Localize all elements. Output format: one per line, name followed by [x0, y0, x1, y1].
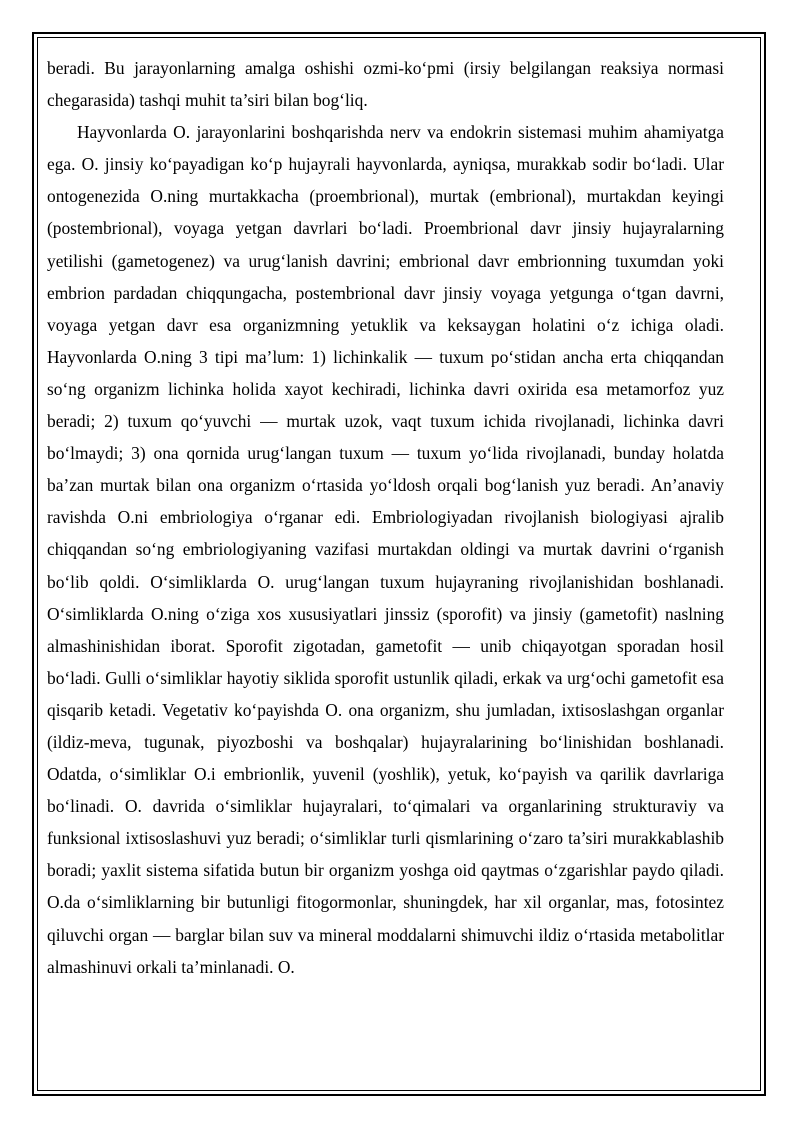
- document-body: [47, 52, 724, 983]
- paragraph-main: Hayvonlarda O. jarayonlarini boshqarishda nerv va endokrin sistemasi muhim ahamiyatga ega. O. jinsiy ko‘payadigan ko‘p hujayrali hayvonlarda, ayniqsa, murakkab sodir bo‘ladi. Ular ontogenezida O.ning murtakkacha (proembrional), murtak (embrional), murtakdan keyingi (postembrional), voyaga yetgan davrlari bo‘ladi. Proembrional davr jinsiy hujayralarning yetilishi (gametogenez) va urug‘lanish davrini; embrional davr embrionning tuxumdan yoki embrion pardadan chiqqungacha, postembrional davr jinsiy voyaga yetgunga o‘tgan davrni, voyaga yetgan davr esa organizmning yetuklik va keksaygan holatini o‘z ichiga oladi. Hayvonlarda O.ning 3 tipi ma’lum: 1) lichinkalik — tuxum po‘stidan ancha erta chiqqandan so‘ng organizm lichinka holida xayot kechiradi, lichinka davri oxirida esa metamorfoz yuz beradi; 2) tuxum qo‘yuvchi — murtak uzok, vaqt tuxum ichida rivojlanadi, lichinka davri bo‘lmaydi; 3) ona qornida urug‘langan tuxum — tuxum yo‘lida rivojlanadi, bunday holatda ba’zan murtak bilan ona organizm o‘rtasida yo‘ldosh orqali bog‘lanish yuz beradi. An’anaviy ravishda O.ni embriologiya o‘rganar edi. Embriologiyadan rivojlanish biologiyasi ajralib chiqqandan so‘ng embriologiyaning vazifasi murtakdan oldingi va murtak davrini o‘rganish bo‘lib qoldi. O‘simliklarda O. urug‘langan tuxum hujayraning rivojlanishidan boshlanadi. O‘simliklarda O.ning o‘ziga xos xususiyatlari jinssiz (sporofit) va jinsiy (gametofit) naslning almashinishidan iborat. Sporofit zigotadan, gametofit — unib chiqayotgan sporadan hosil bo‘ladi. Gulli o‘simliklar hayotiy siklida sporofit ustunlik qiladi, erkak va urg‘ochi gametofit esa qisqarib ketadi. Vegetativ ko‘payishda O. ona organizm, shu jumladan, ixtisoslashgan organlar (ildiz-meva, tugunak, piyozboshi va boshqalar) hujayralarining bo‘linishidan boshlanadi. Odatda, o‘simliklar O.i embrionlik, yuvenil (yoshlik), yetuk, ko‘payish va qarilik davrlariga bo‘linadi. O. davrida o‘simliklar hujayralari, to‘qimalari va organlarining strukturaviy va funksional ixtisoslashuvi yuz beradi; o‘simliklar turli qismlarining o‘zaro ta’siri murakkablashib boradi; yaxlit sistema sifatida butun bir organizm yoshga oid qaytmas o‘zgarishlar paydo qiladi. O.da o‘simliklarning bir butunligi fitogormonlar, shuningdek, har xil organlar, mas, fotosintez qiluvchi organ — barglar bilan suv va mineral moddalarni shimuvchi ildiz o‘rtasida metabolitlar almashinuvi orkali ta’minlanadi. O.: [47, 122, 724, 977]
- paragraph-continuation: beradi. Bu jarayonlarning amalga oshishi ozmi-ko‘pmi (irsiy belgilangan reaksiya normasi chegarasida) tashqi muhit ta’siri bilan bog‘liq.: [47, 58, 724, 111]
